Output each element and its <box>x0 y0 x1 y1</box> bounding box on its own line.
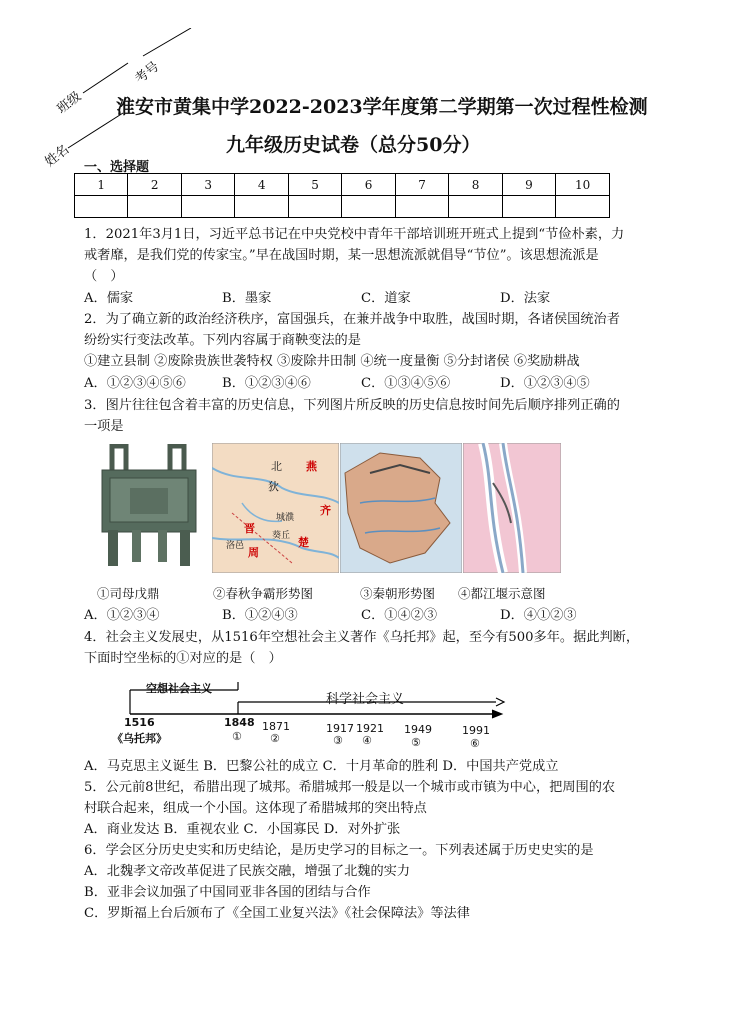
q3-option-a: A．①②③④ <box>84 608 160 623</box>
q1-option-c: C．道家 <box>361 291 411 306</box>
timeline-year: 1991 <box>462 724 490 737</box>
q6-option-c: C．罗斯福上台后颁布了《全国工业复兴法》《社会保障法》等法律 <box>84 906 470 921</box>
answer-number: 3 <box>181 174 234 196</box>
q1-option-a: A．儒家 <box>84 291 134 306</box>
answer-number: 6 <box>342 174 395 196</box>
map-label-qi: 齐 <box>320 504 331 517</box>
q2-option-d: D．①②③④⑤ <box>500 376 590 391</box>
q1-stem-2: 戒奢靡，是我们党的传家宝。”早在战国时期，某一思想流派就倡导“节位”。该思想流派是 <box>84 248 599 263</box>
map-label-luoyi: 洛邑 <box>226 541 245 551</box>
name-label: 姓名 <box>42 142 73 170</box>
map-label-di: 狄 <box>268 480 279 493</box>
q3-option-d: D．④①②③ <box>500 608 577 623</box>
map-label-chu: 楚 <box>298 536 309 549</box>
timeline-mark: ③ <box>333 734 343 747</box>
q1-bracket: （ ） <box>84 269 124 284</box>
map-label-yan: 燕 <box>306 460 317 473</box>
q4-stem-2: 下面时空坐标的①对应的是（ ） <box>84 651 282 666</box>
section-title: 一、选择题 <box>84 160 150 175</box>
q1-option-d: D．法家 <box>500 291 551 306</box>
answer-number: 8 <box>449 174 502 196</box>
q3-caption-3: ③秦朝形势图 <box>360 586 436 601</box>
answer-number: 5 <box>288 174 341 196</box>
answer-table-header-row <box>75 174 610 196</box>
answer-cell[interactable] <box>342 196 395 218</box>
answer-cell[interactable] <box>288 196 341 218</box>
timeline-year: 1871 <box>262 720 290 733</box>
answer-cell[interactable] <box>128 196 181 218</box>
answer-cell[interactable] <box>395 196 448 218</box>
answer-number: 7 <box>395 174 448 196</box>
timeline-year: 1917 <box>326 722 354 735</box>
q2-option-c: C．①③④⑤⑥ <box>361 376 451 391</box>
q3-caption-2: ②春秋争霸形势图 <box>213 586 314 601</box>
answer-cell[interactable] <box>556 196 610 218</box>
q5-options: A．商业发达 B．重视农业 C．小国寡民 D．对外扩张 <box>84 822 401 837</box>
map-label-jin: 晋 <box>244 522 255 535</box>
answer-table-blank-row <box>75 196 610 218</box>
q3-option-b: B．①②④③ <box>222 608 298 623</box>
dujiangyan-map <box>463 443 561 573</box>
answer-table <box>74 173 610 218</box>
timeline-mark: ⑥ <box>470 737 480 750</box>
timeline-start-book: 《乌托邦》 <box>112 732 167 745</box>
timeline-year: 1921 <box>356 722 384 735</box>
q1-option-b: B．墨家 <box>222 291 272 306</box>
q2-option-b: B．①②③④⑥ <box>222 376 311 391</box>
answer-number: 2 <box>128 174 181 196</box>
q2-stem: 2．为了确立新的政治经济秩序，富国强兵，在兼并战争中取胜，战国时期，各诸侯国统治者 <box>84 312 620 327</box>
qin-dynasty-map <box>340 443 462 573</box>
page-title: 淮安市黄集中学2022-2023学年度第二学期第一次过程性检测 <box>116 96 648 118</box>
q5-stem-2: 村联合起来，组成一个小国。这体现了希腊城邦的突出特点 <box>84 801 427 816</box>
q2-option-a: A．①②③④⑤⑥ <box>84 376 186 391</box>
q3-stem-2: 一项是 <box>84 419 124 434</box>
answer-cell[interactable] <box>235 196 288 218</box>
page-subtitle: 九年级历史试卷（总分50分） <box>226 134 481 156</box>
timeline-mark: ④ <box>362 734 372 747</box>
q4-options: A．马克思主义诞生 B．巴黎公社的成立 C．十月革命的胜利 D．中国共产党成立 <box>84 759 559 774</box>
q1-stem: 1．2021年3月1日，习近平总书记在中央党校中青年干部培训班开班式上提到“节俭朴素，力 <box>84 227 625 242</box>
q3-stem: 3．图片往往包含着丰富的历史信息，下列图片所反映的历史信息按时间先后顺序排列正确的 <box>84 398 620 413</box>
timeline-mark: ① <box>232 730 242 743</box>
q6-option-a: A．北魏孝文帝改革促进了民族交融，增强了北魏的实力 <box>84 864 411 879</box>
answer-number: 9 <box>502 174 555 196</box>
q4-stem: 4．社会主义发展史，从1516年空想社会主义著作《乌托邦》起，至今有500多年。据此判断， <box>84 630 640 645</box>
q3-caption-1: ①司母戊鼎 <box>97 586 160 601</box>
timeline-utopian-label: 空想社会主义 <box>146 682 212 695</box>
map-label-zhou: 周 <box>248 546 259 559</box>
answer-number: 1 <box>75 174 128 196</box>
simuwu-ding-image <box>96 444 202 574</box>
q2-items: ①建立县制 ②废除贵族世袭特权 ③废除井田制 ④统一度量衡 ⑤分封诸侯 ⑥奖励耕战 <box>84 354 580 369</box>
exam-no-label: 考号 <box>132 59 163 87</box>
q5-stem: 5．公元前8世纪，希腊出现了城邦。希腊城邦一般是以一个城市或市镇为中心，把周围的农 <box>84 780 616 795</box>
q3-caption-4: ④都江堰示意图 <box>458 586 546 601</box>
q2-stem-2: 纷纷实行变法改革。下列内容属于商鞅变法的是 <box>84 333 361 348</box>
answer-cell[interactable] <box>181 196 234 218</box>
timeline-mark: ② <box>270 732 280 745</box>
class-label: 班级 <box>54 89 85 117</box>
q6-option-b: B．亚非会议加强了中国同亚非各国的团结与合作 <box>84 885 371 900</box>
q3-option-c: C．①④②③ <box>361 608 438 623</box>
timeline-start-year: 1516 <box>124 716 155 729</box>
map-label-chengpu: 城濮 <box>276 513 295 523</box>
answer-cell[interactable] <box>502 196 555 218</box>
timeline-mark: ⑤ <box>411 736 421 749</box>
map-label-bei: 北 <box>271 460 282 473</box>
map-label-kuiqiu: 葵丘 <box>272 531 291 541</box>
answer-cell[interactable] <box>449 196 502 218</box>
timeline-year: 1848 <box>224 716 255 729</box>
answer-number: 4 <box>235 174 288 196</box>
q6-stem: 6．学会区分历史史实和历史结论，是历史学习的目标之一。下列表述属于历史史实的是 <box>84 843 594 858</box>
timeline-year: 1949 <box>404 723 432 736</box>
answer-number: 10 <box>556 174 610 196</box>
timeline-scientific-label: 科学社会主义 <box>326 692 405 707</box>
answer-cell[interactable] <box>75 196 128 218</box>
